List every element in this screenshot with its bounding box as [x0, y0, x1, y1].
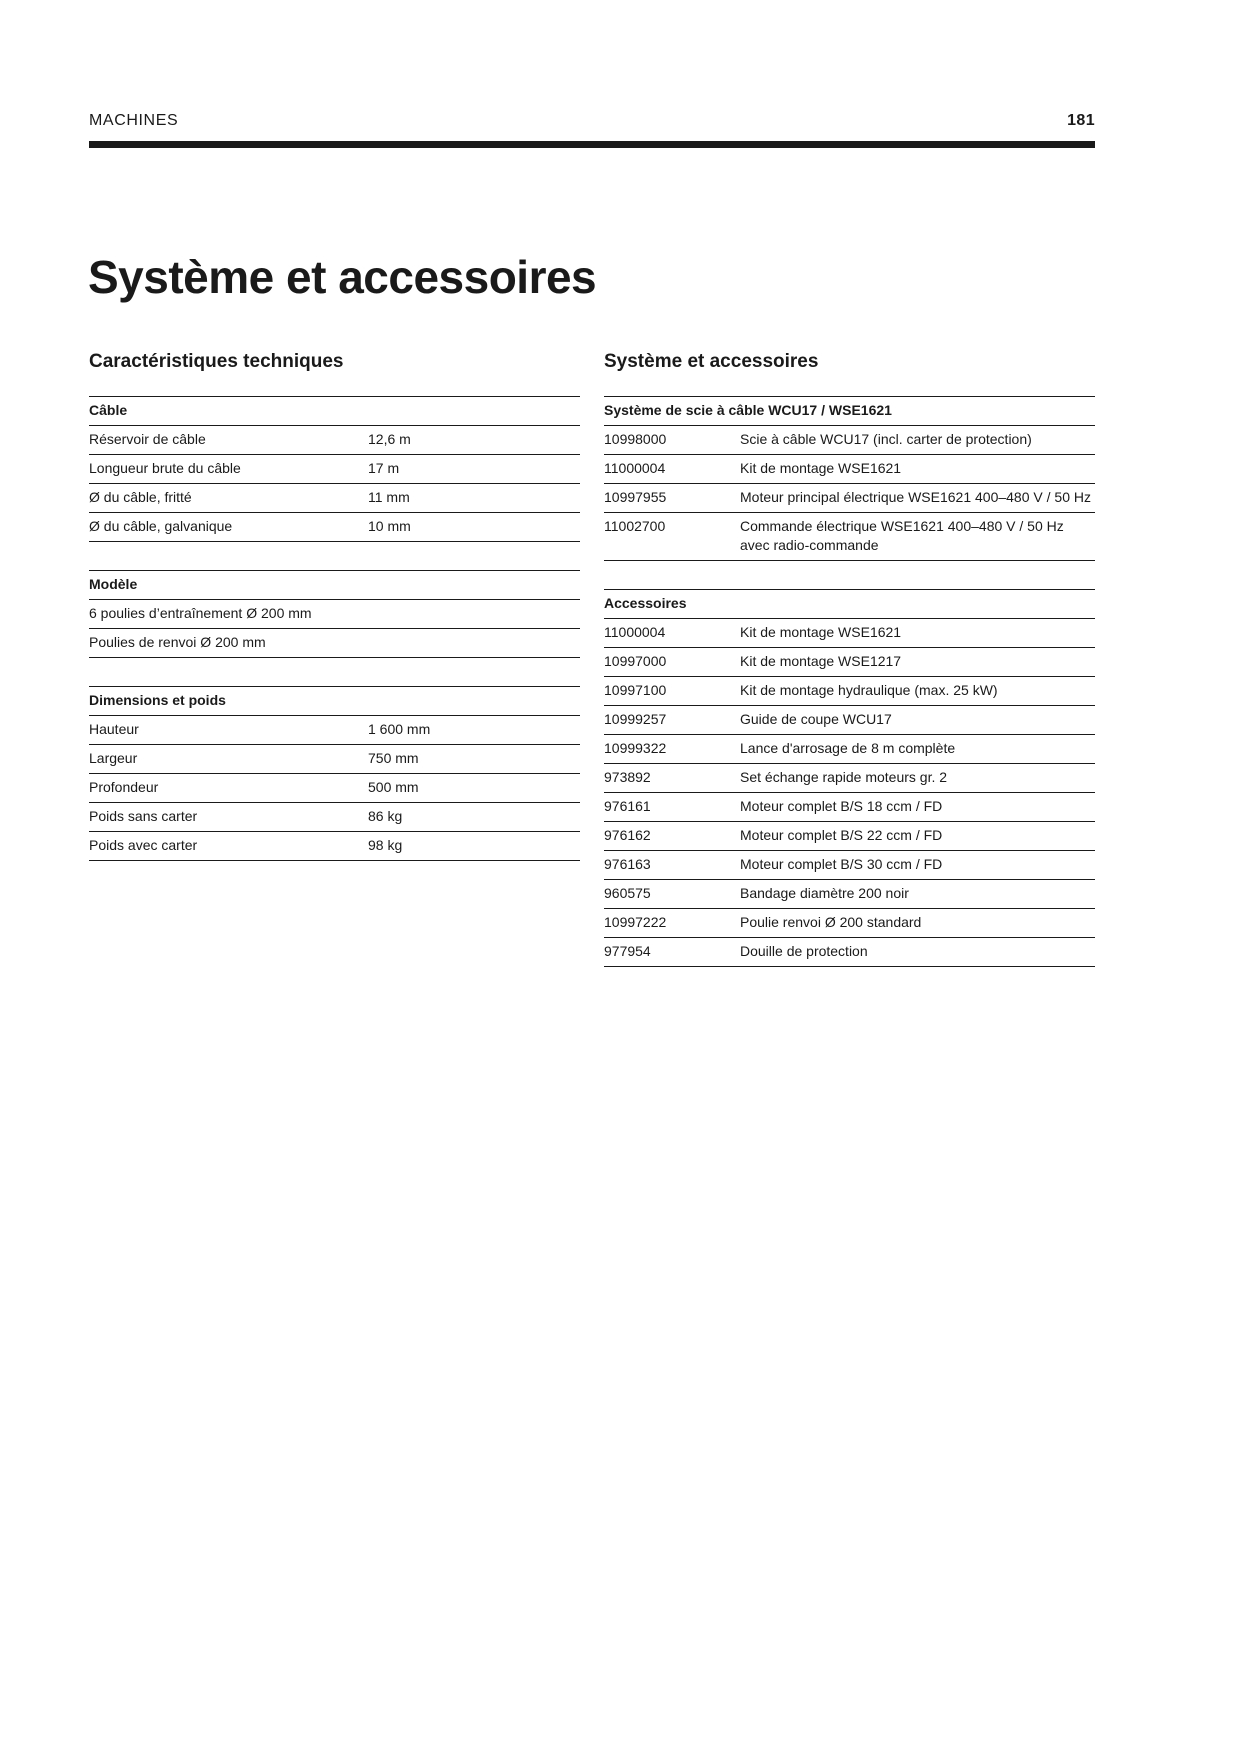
article-description: Moteur complet B/S 18 ccm / FD — [740, 798, 943, 814]
article-row — [604, 764, 1095, 793]
article-number: 10997100 — [604, 682, 667, 698]
section-label: MACHINES — [89, 112, 179, 129]
group-title: Système de scie à câble WCU17 / WSE1621 — [604, 396, 1095, 426]
spec-label: Ø du câble, fritté — [89, 489, 192, 505]
article-number: 977954 — [604, 943, 651, 959]
article-row — [604, 677, 1095, 706]
spec-label: 6 poulies d’entraînement Ø 200 mm — [89, 605, 312, 621]
article-description: Douille de protection — [740, 943, 868, 959]
spec-value: 11 mm — [368, 489, 410, 505]
system-group — [604, 396, 1095, 561]
spec-row — [89, 774, 580, 803]
article-number: 973892 — [604, 769, 651, 785]
page-number: 181 — [1067, 112, 1095, 129]
article-description: Kit de montage WSE1621 — [740, 624, 902, 640]
spec-label: Poids avec carter — [89, 837, 198, 853]
article-row — [604, 735, 1095, 764]
article-description: Kit de montage hydraulique (max. 25 kW) — [740, 682, 998, 698]
column-heading: Caractéristiques techniques — [89, 351, 344, 372]
article-row — [604, 851, 1095, 880]
article-number: 11000004 — [604, 460, 666, 476]
spec-row — [89, 629, 580, 658]
spec-row — [89, 745, 580, 774]
group-title: Câble — [89, 396, 580, 426]
article-row — [604, 426, 1095, 455]
spec-row — [89, 513, 580, 542]
system-accessories-column — [604, 350, 1095, 995]
spec-value: 17 m — [368, 460, 400, 476]
spec-label: Hauteur — [89, 721, 139, 737]
spec-row — [89, 803, 580, 832]
article-row — [604, 909, 1095, 938]
article-row — [604, 793, 1095, 822]
article-row — [604, 455, 1095, 484]
article-number: 976162 — [604, 827, 651, 843]
article-description: Moteur principal électrique WSE1621 400–480 V / 50 Hz — [740, 489, 1091, 505]
article-number: 10997955 — [604, 489, 667, 505]
page-title: Système et accessoires — [88, 251, 597, 303]
article-description: Kit de montage WSE1621 — [740, 460, 902, 476]
column-heading: Système et accessoires — [604, 351, 819, 372]
spec-label: Longueur brute du câble — [89, 460, 241, 476]
spec-value: 98 kg — [368, 837, 403, 853]
group-title: Accessoires — [604, 589, 1095, 619]
spec-value: 86 kg — [368, 808, 403, 824]
article-row — [604, 822, 1095, 851]
spec-label: Largeur — [89, 750, 138, 766]
article-row — [604, 706, 1095, 735]
header-rule — [89, 141, 1095, 148]
spec-row — [89, 600, 580, 629]
article-description: Moteur complet B/S 30 ccm / FD — [740, 856, 943, 872]
spec-group-model — [89, 570, 580, 658]
running-header — [89, 112, 1095, 136]
article-row — [604, 938, 1095, 967]
spec-label: Ø du câble, galvanique — [89, 518, 233, 534]
spec-row — [89, 832, 580, 861]
article-number: 10997222 — [604, 914, 667, 930]
article-number: 11002700 — [604, 518, 666, 534]
article-number: 976163 — [604, 856, 651, 872]
spec-value: 500 mm — [368, 779, 419, 795]
spec-label: Réservoir de câble — [89, 431, 206, 447]
article-number: 10997000 — [604, 653, 667, 669]
spec-row — [89, 716, 580, 745]
article-row — [604, 484, 1095, 513]
article-description: Kit de montage WSE1217 — [740, 653, 902, 669]
spec-row — [89, 426, 580, 455]
article-row — [604, 619, 1095, 648]
spec-row — [89, 455, 580, 484]
article-description: Commande électrique WSE1621 400–480 V / 50 Hz avec radio-commande — [740, 518, 1064, 553]
article-row — [604, 513, 1095, 561]
article-description: Guide de coupe WCU17 — [740, 711, 892, 727]
accessories-group — [604, 589, 1095, 967]
spec-label: Poulies de renvoi Ø 200 mm — [89, 634, 266, 650]
spec-value: 1 600 mm — [368, 721, 431, 737]
spec-label: Profondeur — [89, 779, 159, 795]
article-number: 10998000 — [604, 431, 667, 447]
article-number: 960575 — [604, 885, 651, 901]
article-description: Moteur complet B/S 22 ccm / FD — [740, 827, 943, 843]
article-row — [604, 648, 1095, 677]
article-row — [604, 880, 1095, 909]
group-title: Modèle — [89, 570, 580, 600]
spec-row — [89, 484, 580, 513]
spec-value: 12,6 m — [368, 431, 411, 447]
group-title: Dimensions et poids — [89, 686, 580, 716]
spec-label: Poids sans carter — [89, 808, 198, 824]
article-description: Lance d'arrosage de 8 m complète — [740, 740, 956, 756]
spec-value: 750 mm — [368, 750, 419, 766]
technical-specs-column — [89, 350, 580, 889]
article-description: Scie à câble WCU17 (incl. carter de protection) — [740, 431, 1032, 447]
spec-group-dimensions — [89, 686, 580, 861]
article-number: 10999257 — [604, 711, 667, 727]
article-number: 11000004 — [604, 624, 666, 640]
spec-group-cable — [89, 396, 580, 542]
article-description: Bandage diamètre 200 noir — [740, 885, 909, 901]
article-description: Poulie renvoi Ø 200 standard — [740, 914, 922, 930]
article-description: Set échange rapide moteurs gr. 2 — [740, 769, 948, 785]
article-number: 10999322 — [604, 740, 667, 756]
article-number: 976161 — [604, 798, 651, 814]
spec-value: 10 mm — [368, 518, 411, 534]
